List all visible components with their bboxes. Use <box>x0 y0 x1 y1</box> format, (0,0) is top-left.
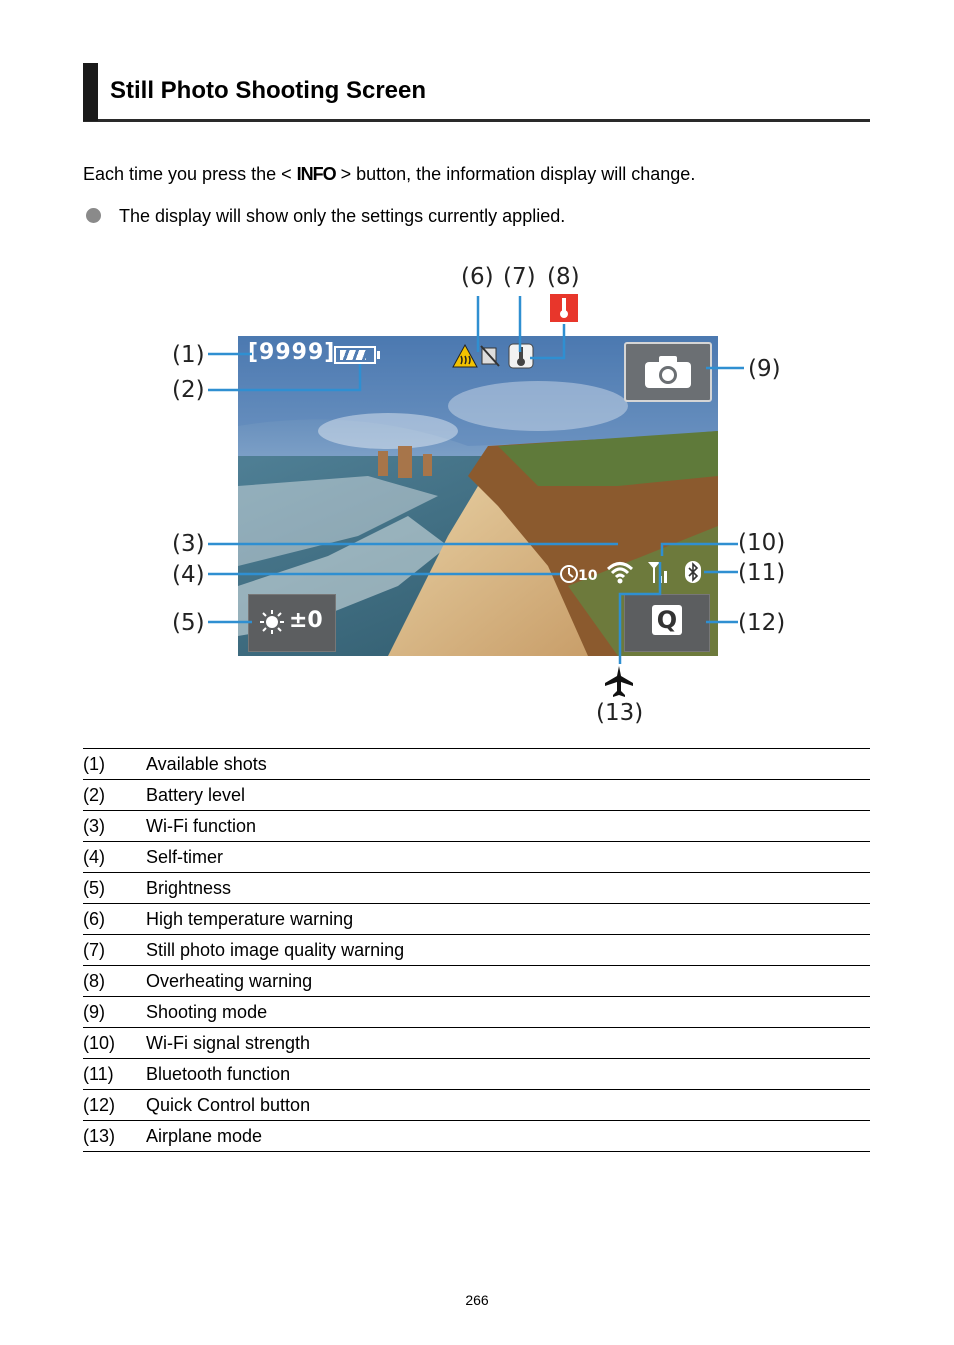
legend-row <box>83 1090 870 1121</box>
available-shots-readout: [9999] <box>248 340 336 365</box>
legend-label: Still photo image quality warning <box>146 935 870 966</box>
legend-number: (12) <box>83 1090 146 1121</box>
legend-row <box>83 904 870 935</box>
legend-label: Battery level <box>146 780 870 811</box>
legend-label: Wi-Fi function <box>146 811 870 842</box>
legend-label: Brightness <box>146 873 870 904</box>
legend-number: (1) <box>83 749 146 780</box>
legend-row <box>83 811 870 842</box>
legend-row <box>83 749 870 780</box>
callout-4: (4) <box>172 562 205 588</box>
page-number: 266 <box>465 1292 489 1308</box>
legend-label: High temperature warning <box>146 904 870 935</box>
intro-text-before: Each time you press the < <box>83 164 297 184</box>
callout-lines <box>160 258 800 728</box>
legend-label: Bluetooth function <box>146 1059 870 1090</box>
legend-label: Quick Control button <box>146 1090 870 1121</box>
page-title: Still Photo Shooting Screen <box>110 77 427 104</box>
self-timer-seconds: 10 <box>578 568 598 584</box>
legend-row <box>83 935 870 966</box>
callout-10: (10) <box>738 530 786 556</box>
legend-label: Airplane mode <box>146 1121 870 1152</box>
callout-1: (1) <box>172 342 205 368</box>
callout-13: (13) <box>596 700 644 726</box>
legend-number: (6) <box>83 904 146 935</box>
legend-label: Wi-Fi signal strength <box>146 1028 870 1059</box>
legend-number: (3) <box>83 811 146 842</box>
legend-number: (8) <box>83 966 146 997</box>
legend-label: Shooting mode <box>146 997 870 1028</box>
quick-control-letter: Q <box>652 605 682 635</box>
legend-row <box>83 780 870 811</box>
shooting-screen-figure <box>160 258 800 728</box>
callout-7: (7) <box>503 264 536 290</box>
legend-label: Overheating warning <box>146 966 870 997</box>
info-button-icon: INFO <box>296 164 336 184</box>
legend-table <box>83 748 870 1152</box>
legend-row <box>83 1121 870 1152</box>
callout-9: (9) <box>748 356 781 382</box>
legend-number: (4) <box>83 842 146 873</box>
legend-label: Available shots <box>146 749 870 780</box>
legend-row <box>83 997 870 1028</box>
callout-5: (5) <box>172 610 205 636</box>
legend-number: (2) <box>83 780 146 811</box>
callout-11: (11) <box>738 560 786 586</box>
intro-text-after: > button, the information display will change. <box>335 164 696 184</box>
callout-8: (8) <box>547 264 580 290</box>
heading-bar <box>83 63 98 121</box>
callout-12: (12) <box>738 610 786 636</box>
legend-row <box>83 873 870 904</box>
intro-paragraph <box>83 164 695 185</box>
legend-number: (5) <box>83 873 146 904</box>
legend-row <box>83 1028 870 1059</box>
legend-number: (10) <box>83 1028 146 1059</box>
legend-number: (13) <box>83 1121 146 1152</box>
callout-2: (2) <box>172 377 205 403</box>
legend-row <box>83 842 870 873</box>
callout-6: (6) <box>461 264 494 290</box>
bullet-item <box>83 206 565 227</box>
bullet-icon <box>86 208 101 223</box>
callout-3: (3) <box>172 531 205 557</box>
legend-number: (7) <box>83 935 146 966</box>
brightness-value: ±0 <box>289 608 323 633</box>
section-heading <box>83 63 870 122</box>
legend-row <box>83 1059 870 1090</box>
legend-number: (11) <box>83 1059 146 1090</box>
legend-label: Self-timer <box>146 842 870 873</box>
legend-number: (9) <box>83 997 146 1028</box>
bullet-text: The display will show only the settings currently applied. <box>119 206 566 226</box>
legend-row <box>83 966 870 997</box>
